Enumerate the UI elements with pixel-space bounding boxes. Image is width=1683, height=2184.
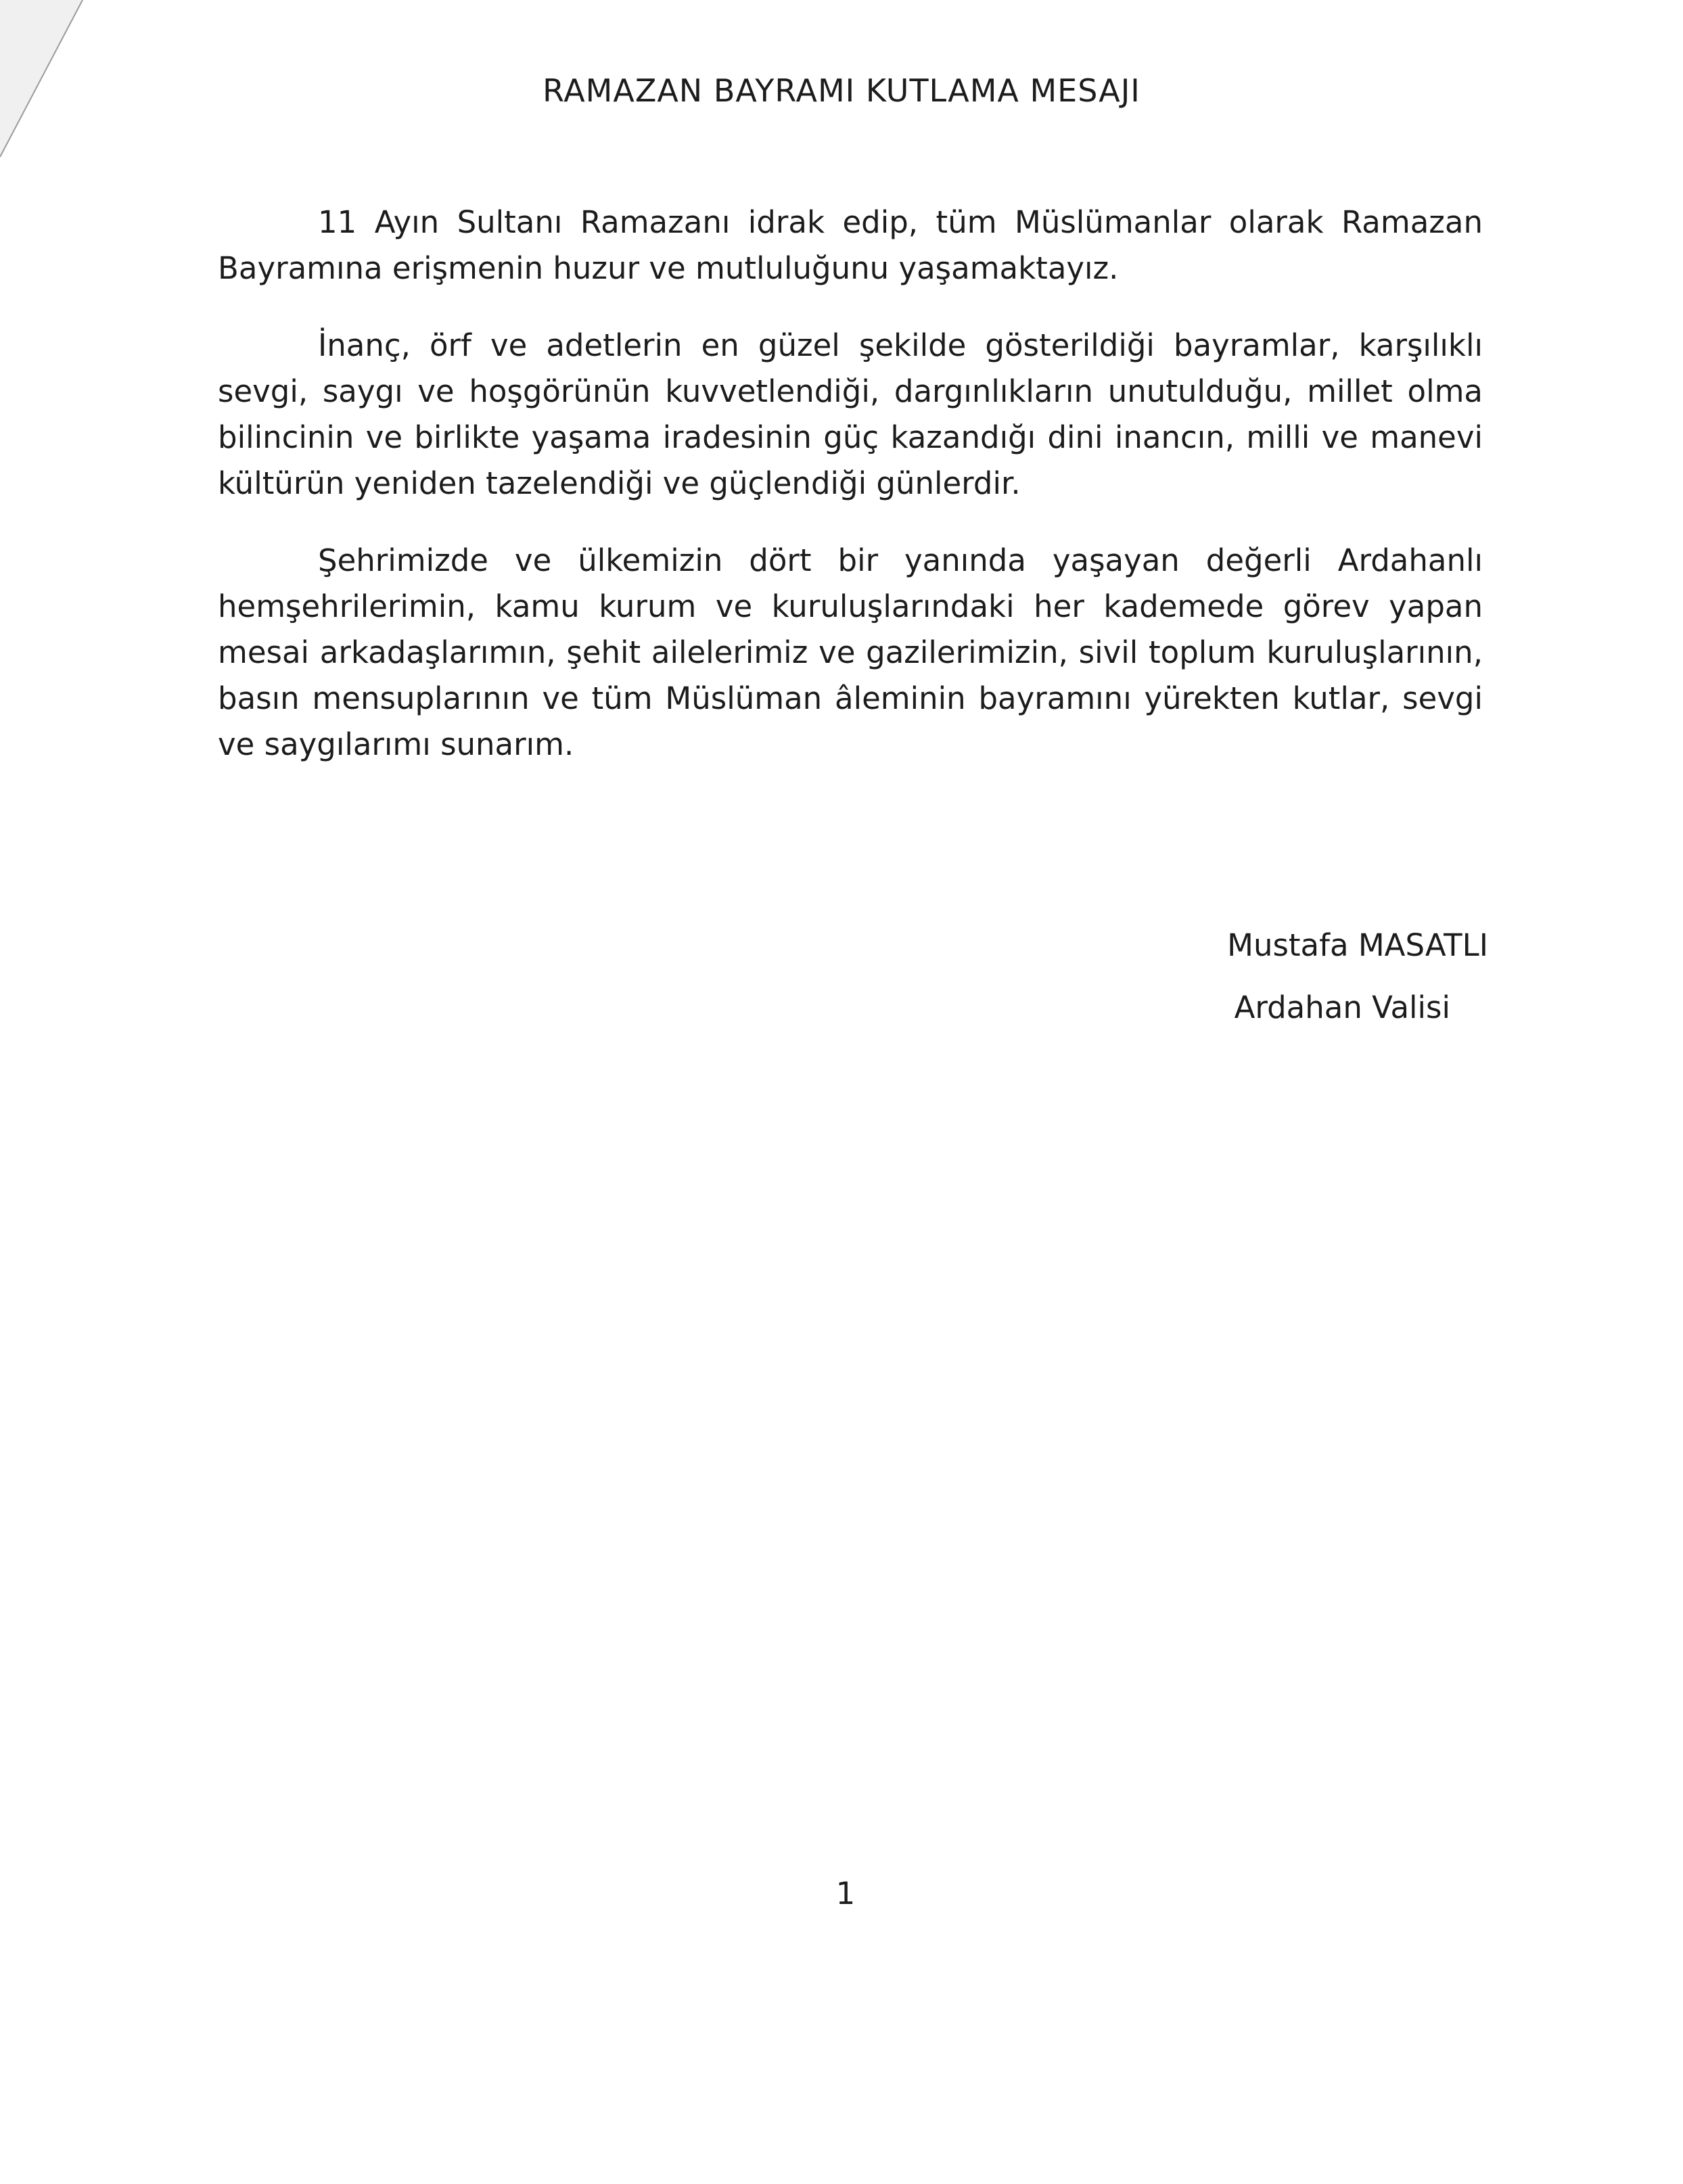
document-body xyxy=(218,200,1483,799)
document-title: RAMAZAN BAYRAMI KUTLAMA MESAJI xyxy=(543,72,1140,109)
paragraph-3: Şehrimizde ve ülkemizin dört bir yanında yaşayan değerli Ardahanlı hemşehrilerimin, kamu kurum ve kuruluşlarındaki her kademede görev yapan mesai arkadaşlarımın, şehit ailelerimiz ve gazilerimizin, sivil toplum kuruluşlarının, basın mensuplarının ve tüm Müslüman âleminin bayramını yürekten kutlar, sevgi ve saygılarımı sunarım. xyxy=(218,542,1483,762)
page-number: 1 xyxy=(835,1876,856,1911)
signatory-name: Mustafa MASATLI xyxy=(1227,927,1488,963)
paragraph-2: İnanç, örf ve adetlerin en güzel şekilde gösterildiği bayramlar, karşılıklı sevgi, saygı ve hoşgörünün kuvvetlendiği, dargınlıkların unutulduğu, millet olma bilincinin ve birlikte yaşama iradesinin güç kazandığı dini inancın, milli ve manevi kültürün yeniden tazelendiği ve güçlendiği günlerdir. xyxy=(218,327,1483,501)
signatory-title: Ardahan Valisi xyxy=(1234,990,1450,1025)
paragraph-1: 11 Ayın Sultanı Ramazanı idrak edip, tüm Müslümanlar olarak Ramazan Bayramına erişmenin huzur ve mutluluğunu yaşamaktayız. xyxy=(218,204,1483,286)
